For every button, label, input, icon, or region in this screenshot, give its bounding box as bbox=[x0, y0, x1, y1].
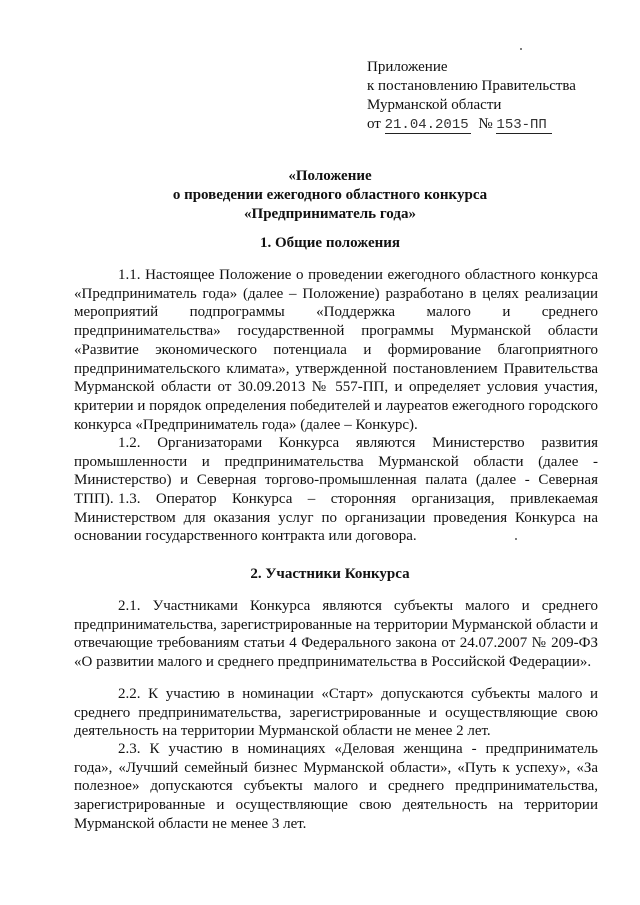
appendix-line-2: к постановлению Правительства bbox=[367, 78, 576, 94]
paragraph-2-1: 2.1. Участниками Конкурса являются субъекты малого и среднего предпринимательства, зарегистрированные на территории Мурманской области и отвечающие требованиям статьи 4 Федерального закона от 24.07.2007 № 209-ФЗ «О развитии малого и среднего предпринимательства в Российской Федерации». bbox=[74, 598, 598, 671]
appendix-block bbox=[367, 58, 617, 134]
title-line-1: «Положение bbox=[288, 168, 372, 184]
paragraph-1-3: 1.3. Оператор Конкурса – сторонняя организация, привлекаемая Министерством для оказания услуг по организации проведения Конкурса на основании государственного контракта или договора. bbox=[74, 491, 598, 545]
section-2-heading: 2. Участники Конкурса bbox=[250, 566, 410, 582]
paragraph-2-2: 2.2. К участию в номинации «Старт» допускаются субъекты малого и среднего предпринимательства, зарегистрированные и осуществляющие свою деятельность на территории Мурманской области не менее 2 лет. bbox=[74, 686, 598, 740]
appendix-date-line bbox=[367, 115, 617, 134]
appendix-line-1: Приложение bbox=[367, 59, 448, 75]
appendix-line-3: Мурманской области bbox=[367, 97, 502, 113]
decree-date: 21.04.2015 bbox=[384, 117, 469, 133]
paragraph-1-2: 1.2. Организаторами Конкурса являются Министерство развития промышленности и предпринимательства Мурманской области (далее - Министерство) и Северная торгово-промышленная палата (далее - Северная ТПП). bbox=[74, 435, 598, 508]
section-1-heading: 1. Общие положения bbox=[259, 235, 401, 251]
title-line-3: «Предприниматель года» bbox=[244, 206, 416, 222]
paragraph-1-1: 1.1. Настоящее Положение о проведении ежегодного областного конкурса «Предприниматель года» (далее – Положение) разработано в целях реализации мероприятий подпрограммы «Поддержка малого и среднего предпринимательства» государственной программы Мурманской области «Развитие экономического потенциала и формирование благоприятного предпринимательского климата», утвержденной постановлением Правительства Мурманской области от 30.09.2013 № 557-ПП, и определяет условия участия, критерии и порядок определения победителей и лауреатов ежегодного городского конкурса «Предприниматель года» (далее – Конкурс). bbox=[74, 267, 598, 433]
title-line-2: о проведении ежегодного областного конкурса bbox=[172, 187, 488, 203]
document-title bbox=[60, 167, 600, 224]
date-prefix: от bbox=[367, 116, 381, 132]
number-prefix: № bbox=[478, 116, 493, 132]
scan-speck bbox=[520, 48, 522, 50]
paragraph-2-3: 2.3. К участию в номинациях «Деловая женщина - предприниматель года», «Лучший семейный бизнес Мурманской области», «Путь к успеху», «За полезное» допускаются субъекты малого и среднего предпринимательства, зарегистрированные и осуществляющие свою деятельность на территории Мурманской области не менее 3 лет. bbox=[74, 741, 598, 832]
decree-number: 153-ПП bbox=[496, 118, 552, 134]
